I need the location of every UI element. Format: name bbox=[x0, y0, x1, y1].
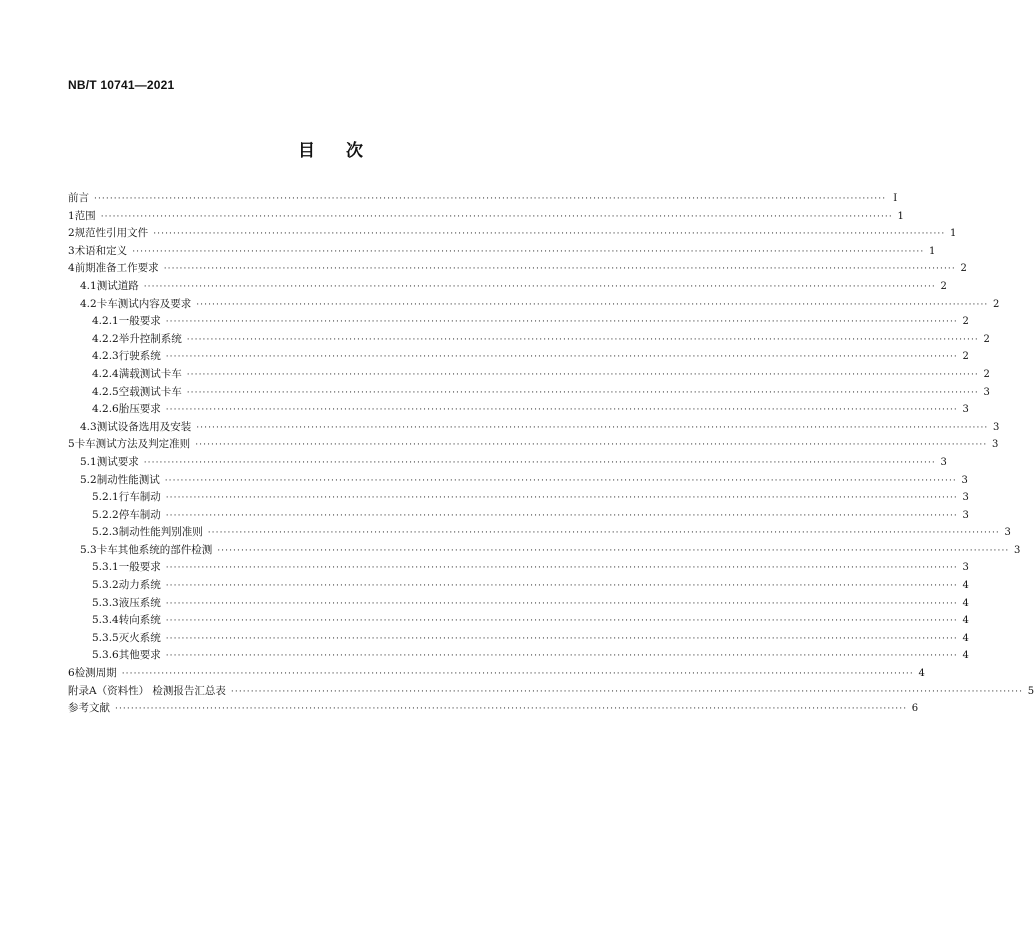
toc-entry-page: 3 bbox=[961, 474, 968, 486]
toc-entry-title: 测试要求 bbox=[96, 455, 139, 468]
toc-entry-title: 动力系统 bbox=[118, 579, 161, 592]
toc-entry-number: 4.2.5 bbox=[92, 385, 119, 398]
title-char: 目 bbox=[298, 141, 316, 161]
toc-entry[interactable] bbox=[68, 225, 957, 243]
toc-entry[interactable] bbox=[68, 454, 947, 472]
toc-leader-dots: ········································································································································································································ bbox=[165, 598, 958, 609]
toc-entry[interactable] bbox=[68, 260, 967, 278]
toc-entry-page: 3 bbox=[983, 386, 990, 398]
toc-entry[interactable] bbox=[68, 243, 936, 261]
toc-entry-number: 4.2.6 bbox=[92, 403, 119, 416]
toc-entry[interactable] bbox=[68, 577, 969, 595]
toc-leader-dots: ········································································································································································································ bbox=[186, 369, 979, 380]
toc-entry-title: 满载测试卡车 bbox=[118, 367, 182, 380]
toc-leader-dots: ········································································································································································································ bbox=[196, 299, 989, 310]
toc-entry-title: 卡车测试方法及判定准则 bbox=[74, 438, 191, 451]
toc-leader-dots: ········································································································································································································ bbox=[165, 510, 958, 521]
toc-leader-dots: ········································································································································································································ bbox=[100, 211, 893, 222]
toc-entry-number: 5.3.5 bbox=[92, 631, 119, 644]
toc-leader-dots: ········································································································································································································ bbox=[230, 686, 1024, 697]
toc-entry-title: 前期准备工作要求 bbox=[74, 262, 159, 275]
toc-entry-page: 2 bbox=[962, 351, 969, 363]
toc-entry-page: 3 bbox=[962, 404, 969, 416]
title-char: 次 bbox=[346, 141, 364, 161]
toc-leader-dots: ········································································································································································································ bbox=[121, 669, 914, 680]
toc-entry[interactable] bbox=[68, 489, 969, 507]
toc-entry-page: 3 bbox=[962, 562, 969, 574]
toc-entry-title: 举升控制系统 bbox=[118, 332, 182, 345]
toc-entry-title: 制动性能判别准则 bbox=[118, 526, 203, 539]
toc-entry-page: I bbox=[893, 193, 898, 204]
toc-entry-title: 液压系统 bbox=[118, 596, 161, 609]
document-code: NB/T 10741—2021 bbox=[68, 78, 175, 92]
toc-entry-number: 4.2.4 bbox=[92, 367, 119, 380]
toc-entry-title: 灭火系统 bbox=[118, 631, 161, 644]
toc-entry-number: 5.2.2 bbox=[92, 508, 119, 521]
toc-entry[interactable] bbox=[68, 683, 1034, 701]
toc-entry[interactable] bbox=[68, 401, 969, 419]
toc-entry[interactable] bbox=[68, 313, 969, 331]
toc-leader-dots: ········································································································································································································ bbox=[143, 457, 936, 468]
toc-entry-number: 5.3 bbox=[80, 543, 97, 556]
toc-entry-number: 3 bbox=[68, 244, 75, 257]
toc-entry-number: 5 bbox=[68, 438, 75, 451]
toc-leader-dots: ········································································································································································································ bbox=[163, 264, 956, 275]
toc-leader-dots: ········································································································································································································ bbox=[196, 422, 989, 433]
toc-leader-dots: ········································································································································································································ bbox=[165, 651, 958, 662]
toc-entry-title: 附录A（资料性） 检测报告汇总表 bbox=[68, 684, 226, 697]
toc-entry[interactable] bbox=[68, 559, 969, 577]
toc-entry[interactable] bbox=[68, 700, 919, 718]
toc-entry-title: 停车制动 bbox=[118, 508, 161, 521]
toc-leader-dots: ········································································································································································································ bbox=[164, 475, 957, 486]
toc-entry-page: 5 bbox=[1027, 685, 1034, 697]
toc-entry-number: 5.2.1 bbox=[92, 491, 119, 504]
toc-entry-title: 前言 bbox=[68, 192, 89, 204]
toc-leader-dots: ········································································································································································································ bbox=[165, 633, 958, 644]
toc-entry[interactable] bbox=[68, 524, 1011, 542]
toc-leader-dots: ········································································································································································································ bbox=[94, 194, 887, 204]
toc-entry-number: 4.2.3 bbox=[92, 350, 119, 363]
toc-leader-dots: ········································································································································································································ bbox=[153, 229, 946, 240]
toc-entry-number: 4.1 bbox=[80, 279, 97, 292]
toc-leader-dots: ········································································································································································································ bbox=[165, 581, 958, 592]
toc-entry-title: 卡车其他系统的部件检测 bbox=[96, 543, 213, 556]
toc-leader-dots: ········································································································································································································ bbox=[186, 387, 979, 398]
toc-entry-page: 2 bbox=[993, 298, 1000, 310]
toc-entry-number: 4.2.1 bbox=[92, 315, 119, 328]
toc-entry-number: 4.2 bbox=[80, 297, 97, 310]
toc-leader-dots: ········································································································································································································ bbox=[207, 528, 1000, 539]
toc-entry-page: 2 bbox=[960, 263, 967, 275]
toc-leader-dots: ········································································································································································································ bbox=[165, 616, 958, 627]
toc-entry[interactable] bbox=[68, 278, 947, 296]
toc-entry-title: 规范性引用文件 bbox=[74, 227, 149, 240]
toc-entry-title: 制动性能测试 bbox=[96, 473, 160, 486]
toc-entry-title: 测试道路 bbox=[96, 279, 139, 292]
toc-entry-title: 空载测试卡车 bbox=[118, 385, 182, 398]
toc-entry-title: 行驶系统 bbox=[118, 350, 161, 363]
toc-entry-page: 1 bbox=[949, 228, 957, 240]
toc-entry[interactable] bbox=[68, 348, 969, 366]
toc-entry[interactable] bbox=[68, 665, 925, 683]
toc-entry-page: 3 bbox=[962, 492, 969, 504]
toc-entry[interactable] bbox=[68, 630, 969, 648]
toc-entry-title: 行车制动 bbox=[118, 491, 161, 504]
toc-entry-page: 2 bbox=[983, 333, 990, 345]
toc-entry-page: 6 bbox=[911, 703, 919, 715]
toc-leader-dots: ········································································································································································································ bbox=[217, 545, 1010, 556]
toc-leader-dots: ········································································································································································································ bbox=[165, 405, 958, 416]
toc-entry-number: 5.1 bbox=[80, 455, 97, 468]
toc-entry-page: 4 bbox=[962, 632, 969, 644]
toc-entry-number: 5.3.3 bbox=[92, 596, 119, 609]
toc-leader-dots: ········································································································································································································ bbox=[165, 317, 958, 328]
toc-entry-number: 1 bbox=[68, 209, 75, 222]
toc-entry-page: 1 bbox=[928, 245, 936, 257]
toc-entry[interactable] bbox=[68, 647, 969, 665]
toc-entry-page: 3 bbox=[940, 456, 947, 468]
toc-entry-title: 胎压要求 bbox=[118, 403, 161, 416]
toc-leader-dots: ········································································································································································································ bbox=[115, 704, 908, 715]
toc-entry[interactable] bbox=[68, 472, 968, 490]
toc-entry-number: 5.3.2 bbox=[92, 579, 119, 592]
toc-entry-number: 5.2.3 bbox=[92, 526, 119, 539]
toc-entry-title: 其他要求 bbox=[118, 649, 161, 662]
toc-entry[interactable] bbox=[68, 296, 1000, 314]
table-of-contents bbox=[68, 190, 1034, 718]
toc-entry-title: 测试设备选用及安装 bbox=[96, 420, 192, 433]
toc-entry[interactable] bbox=[68, 542, 1021, 560]
toc-entry[interactable] bbox=[68, 331, 990, 349]
toc-entry-page: 4 bbox=[962, 580, 969, 592]
toc-entry[interactable] bbox=[68, 208, 904, 226]
toc-entry[interactable] bbox=[68, 612, 969, 630]
toc-entry-title: 术语和定义 bbox=[74, 244, 128, 257]
toc-entry-title: 参考文献 bbox=[68, 702, 110, 715]
toc-entry-page: 3 bbox=[993, 421, 1000, 433]
toc-entry-title: 范围 bbox=[74, 209, 96, 222]
toc-entry-number: 6 bbox=[68, 667, 75, 680]
toc-entry-page: 4 bbox=[962, 597, 969, 609]
toc-leader-dots: ········································································································································································································ bbox=[143, 281, 936, 292]
toc-entry-page: 1 bbox=[897, 210, 904, 222]
toc-entry[interactable] bbox=[68, 366, 990, 384]
toc-entry[interactable] bbox=[68, 436, 999, 454]
toc-leader-dots: ········································································································································································································ bbox=[186, 334, 979, 345]
toc-entry-number: 5.2 bbox=[80, 473, 97, 486]
toc-entry-page: 3 bbox=[962, 509, 969, 521]
toc-entry-page: 2 bbox=[940, 280, 947, 292]
toc-entry-page: 3 bbox=[1014, 544, 1021, 556]
toc-entry-number: 4 bbox=[68, 262, 75, 275]
toc-entry-page: 3 bbox=[991, 439, 999, 451]
toc-leader-dots: ········································································································································································································ bbox=[165, 352, 958, 363]
toc-leader-dots: ········································································································································································································ bbox=[165, 493, 958, 504]
toc-entry-page: 2 bbox=[983, 368, 990, 380]
toc-leader-dots: ········································································································································································································ bbox=[165, 563, 958, 574]
toc-entry-title: 一般要求 bbox=[118, 561, 161, 574]
toc-entry-number: 5.3.1 bbox=[92, 561, 119, 574]
toc-entry-page: 3 bbox=[1004, 527, 1011, 539]
toc-leader-dots: ········································································································································································································ bbox=[195, 440, 988, 451]
toc-entry-page: 4 bbox=[918, 668, 925, 680]
toc-entry-title: 检测周期 bbox=[74, 667, 117, 680]
toc-entry-number: 2 bbox=[68, 227, 75, 240]
toc-entry-title: 卡车测试内容及要求 bbox=[96, 297, 192, 310]
page-title bbox=[0, 136, 662, 161]
toc-entry-number: 5.3.4 bbox=[92, 614, 119, 627]
toc-entry-title: 一般要求 bbox=[118, 315, 161, 328]
toc-entry-number: 4.3 bbox=[80, 420, 97, 433]
toc-entry-number: 5.3.6 bbox=[92, 649, 119, 662]
toc-entry-page: 4 bbox=[962, 650, 969, 662]
toc-entry[interactable] bbox=[68, 384, 990, 402]
toc-entry-page: 2 bbox=[962, 316, 969, 328]
toc-entry-page: 4 bbox=[962, 615, 969, 627]
toc-entry-title: 转向系统 bbox=[118, 614, 161, 627]
toc-leader-dots: ········································································································································································································ bbox=[132, 246, 925, 257]
toc-entry[interactable] bbox=[68, 190, 898, 208]
toc-entry[interactable] bbox=[68, 595, 969, 613]
toc-entry-number: 4.2.2 bbox=[92, 332, 119, 345]
toc-entry[interactable] bbox=[68, 507, 969, 525]
toc-entry[interactable] bbox=[68, 419, 1000, 437]
